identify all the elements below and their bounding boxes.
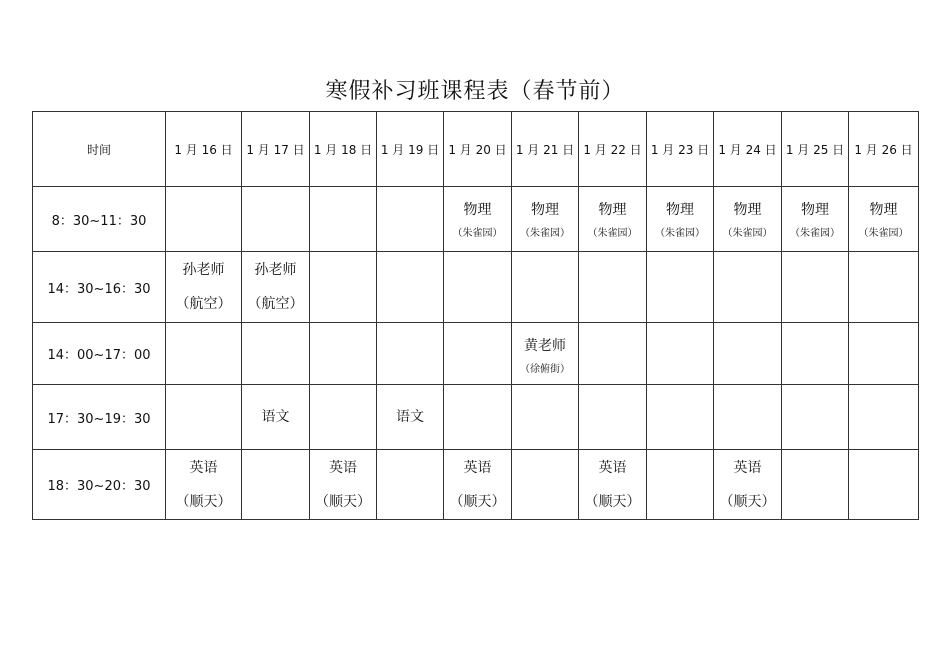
- header-row: [33, 112, 919, 187]
- schedule-cell: [444, 385, 512, 450]
- schedule-cell: [782, 252, 849, 323]
- schedule-cell: [377, 450, 444, 520]
- time-slot-cell: 14：30~16：30: [33, 252, 166, 323]
- schedule-cell: [714, 323, 782, 385]
- course-name: 孙老师: [254, 262, 297, 278]
- schedule-cell: [310, 252, 377, 323]
- schedule-cell: [512, 187, 579, 252]
- schedule-cell: [579, 187, 647, 252]
- schedule-cell: [512, 323, 579, 385]
- course-name: 英语: [329, 460, 357, 476]
- schedule-cell: [714, 187, 782, 252]
- course-location: （朱雀园）: [858, 228, 909, 239]
- schedule-cell: [849, 385, 919, 450]
- time-slot-cell: 18：30~20：30: [33, 450, 166, 520]
- header-date: 1 月 18 日: [310, 112, 377, 187]
- schedule-cell: [242, 323, 310, 385]
- schedule-cell: [377, 252, 444, 323]
- schedule-cell: [444, 323, 512, 385]
- schedule-cell: [377, 385, 444, 450]
- course-name: 语文: [396, 409, 424, 425]
- header-date: 1 月 26 日: [849, 112, 919, 187]
- schedule-cell: [579, 252, 647, 323]
- course-location: （航空）: [247, 296, 304, 312]
- schedule-cell: [647, 187, 714, 252]
- header-date: 1 月 22 日: [579, 112, 647, 187]
- schedule-cell: [377, 187, 444, 252]
- course-name: 黄老师: [524, 338, 566, 354]
- course-name: 物理: [869, 202, 898, 218]
- course-name: 物理: [463, 202, 492, 218]
- table-row: [33, 450, 919, 520]
- course-location: （航空）: [175, 296, 232, 312]
- schedule-cell: [849, 323, 919, 385]
- course-location: （朱雀园）: [722, 228, 773, 239]
- schedule-cell: [849, 450, 919, 520]
- course-location: （顺天）: [584, 494, 641, 510]
- schedule-cell: [714, 450, 782, 520]
- time-slot-cell: 8：30~11：30: [33, 187, 166, 252]
- course-location: （朱雀园）: [452, 228, 503, 239]
- table-row: [33, 187, 919, 252]
- schedule-cell: [782, 450, 849, 520]
- course-location: （朱雀园）: [520, 228, 570, 239]
- table-row: [33, 323, 919, 385]
- table-row: [33, 252, 919, 323]
- header-date: 1 月 20 日: [444, 112, 512, 187]
- course-name: 物理: [598, 202, 627, 218]
- schedule-cell: [310, 450, 377, 520]
- schedule-cell: [714, 385, 782, 450]
- course-name: 孙老师: [182, 262, 225, 278]
- header-date: 1 月 21 日: [512, 112, 579, 187]
- course-location: （朱雀园）: [790, 228, 840, 239]
- schedule-cell: [647, 450, 714, 520]
- schedule-cell: [849, 252, 919, 323]
- schedule-cell: [242, 450, 310, 520]
- schedule-cell: [849, 187, 919, 252]
- schedule-cell: [166, 187, 242, 252]
- schedule-cell: [166, 450, 242, 520]
- course-location: （徐俯街）: [520, 364, 570, 375]
- schedule-cell: [444, 187, 512, 252]
- course-name: 物理: [733, 202, 762, 218]
- schedule-cell: [242, 252, 310, 323]
- course-name: 物理: [531, 202, 559, 218]
- header-date: 1 月 16 日: [166, 112, 242, 187]
- schedule-cell: [242, 187, 310, 252]
- schedule-cell: [512, 385, 579, 450]
- course-name: 英语: [598, 460, 627, 476]
- schedule-table: [32, 111, 919, 520]
- schedule-cell: [782, 323, 849, 385]
- course-name: 物理: [666, 202, 694, 218]
- schedule-cell: [782, 385, 849, 450]
- schedule-cell: [782, 187, 849, 252]
- table-row: [33, 385, 919, 450]
- schedule-cell: [647, 385, 714, 450]
- schedule-cell: [166, 252, 242, 323]
- header-date: 1 月 19 日: [377, 112, 444, 187]
- course-name: 物理: [801, 202, 829, 218]
- time-slot-cell: 14：00~17：00: [33, 323, 166, 385]
- schedule-cell: [647, 323, 714, 385]
- header-date: 1 月 23 日: [647, 112, 714, 187]
- course-location: （顺天）: [449, 494, 506, 510]
- course-name: 英语: [189, 460, 218, 476]
- schedule-cell: [444, 450, 512, 520]
- course-location: （顺天）: [175, 494, 232, 510]
- schedule-cell: [310, 187, 377, 252]
- course-name: 语文: [261, 409, 290, 425]
- schedule-cell: [579, 450, 647, 520]
- schedule-cell: [444, 252, 512, 323]
- schedule-cell: [714, 252, 782, 323]
- header-date: 1 月 25 日: [782, 112, 849, 187]
- schedule-cell: [310, 385, 377, 450]
- schedule-cell: [377, 323, 444, 385]
- page-title: 寒假补习班课程表（春节前）: [325, 79, 625, 104]
- course-location: （朱雀园）: [587, 228, 638, 239]
- schedule-cell: [579, 323, 647, 385]
- time-slot-cell: 17：30~19：30: [33, 385, 166, 450]
- schedule-cell: [512, 450, 579, 520]
- course-name: 英语: [733, 460, 762, 476]
- schedule-cell: [242, 385, 310, 450]
- course-location: （朱雀园）: [655, 228, 705, 239]
- course-name: 英语: [463, 460, 492, 476]
- schedule-cell: [647, 252, 714, 323]
- schedule-cell: [579, 385, 647, 450]
- header-time: 时间: [33, 112, 166, 187]
- schedule-cell: [310, 323, 377, 385]
- course-location: （顺天）: [315, 494, 371, 510]
- schedule-cell: [512, 252, 579, 323]
- schedule-cell: [166, 385, 242, 450]
- header-date: 1 月 24 日: [714, 112, 782, 187]
- header-date: 1 月 17 日: [242, 112, 310, 187]
- schedule-cell: [166, 323, 242, 385]
- course-location: （顺天）: [719, 494, 776, 510]
